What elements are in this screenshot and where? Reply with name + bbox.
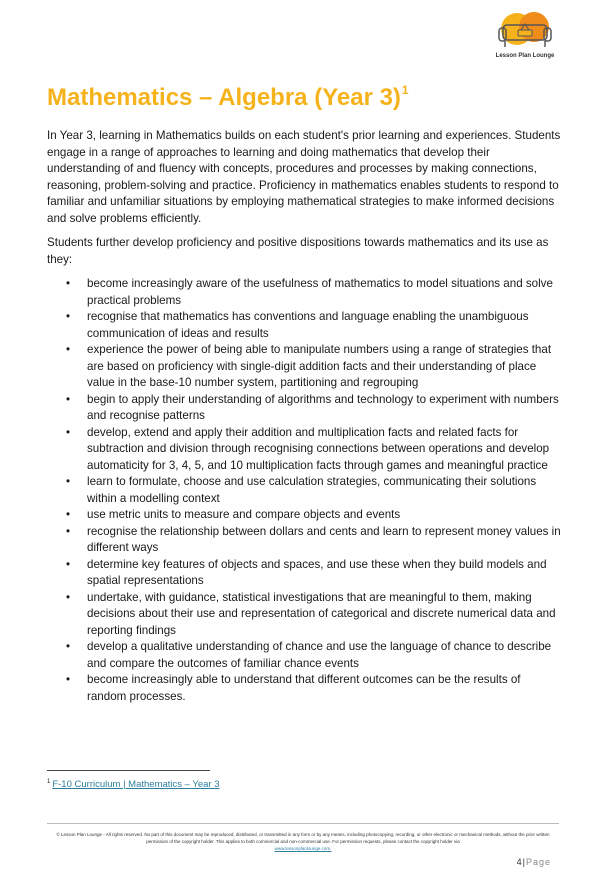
- list-item: • become increasingly able to understand that different outcomes can be the results of random processes.: [47, 672, 563, 705]
- list-item: • determine key features of objects and spaces, and use these when they build models and spatial representations: [47, 557, 563, 590]
- page-label: Page: [525, 857, 551, 867]
- footnote-link[interactable]: F-10 Curriculum | Mathematics – Year 3: [52, 779, 220, 791]
- list-item: • experience the power of being able to manipulate numbers using a range of strategies that are based on proficiency with single-digit addition facts and their understanding of place value in the base-10 number system, partitioning and regrouping: [47, 342, 563, 392]
- page-title-text: Mathematics – Algebra (Year 3): [47, 84, 401, 111]
- page-number-value: 4: [516, 857, 522, 867]
- page-title: [47, 84, 409, 112]
- list-item: • undertake, with guidance, statistical investigations that are meaningful to them, making decisions about their use and representation of categorical and discrete numerical data and reporting findings: [47, 590, 563, 640]
- list-item: • recognise the relationship between dollars and cents and learn to represent money values in different ways: [47, 524, 563, 557]
- footnote-divider: [47, 770, 210, 771]
- page-number: [517, 857, 551, 867]
- document-body: [47, 128, 563, 705]
- list-item: • develop, extend and apply their addition and multiplication facts and related facts for subtraction and division through recognising connections between operations and develop automaticity for 3, 4, 5, and 10 multiplication facts through games and meaningful practice: [47, 425, 563, 475]
- footnote-marker: 1: [47, 779, 51, 785]
- intro-paragraph: In Year 3, learning in Mathematics builds on each student's prior learning and experiences. Students engage in a range of approaches to learning and doing mathematics that develop their understanding of and fluency with concepts, procedures and processes by making connections, reasoning, problem-solving and practice. Proficiency in mathematics enables students to respond to familiar and unfamiliar situations by employing mathematical strategies to make informed decisions and solve problems efficiently.: [47, 129, 561, 225]
- list-item: • become increasingly aware of the usefulness of mathematics to model situations and solve practical problems: [47, 276, 563, 309]
- page-separator: |: [522, 857, 525, 867]
- logo-text: Lesson Plan Lounge: [495, 53, 555, 59]
- list-item: • recognise that mathematics has conventions and language enabling the unambiguous communication of ideas and results: [47, 309, 563, 342]
- footer-divider: [47, 823, 559, 824]
- copyright-notice: [47, 831, 559, 852]
- title-footnote-marker[interactable]: 1: [401, 83, 409, 97]
- footnote: [47, 779, 220, 790]
- lesson-plan-lounge-logo: [486, 10, 564, 66]
- website-link[interactable]: www.lessonplanlounge.com.: [274, 846, 332, 851]
- sofa-logo-icon: [496, 10, 554, 52]
- lead-in-paragraph: Students further develop proficiency and positive dispositions towards mathematics and its use as they:: [47, 236, 549, 266]
- copyright-text: © Lesson Plan Lounge - All rights reserved. No part of this document may be reproduced, distributed, or transmitted in any form or by any means, including photocopying, recording, or other electronic or mechanical methods, without the prior written permission of the copyright holder. This applies to both commercial and non-commercial use. For permission requests, please contact the copyright holder via: [56, 832, 550, 844]
- list-item: • develop a qualitative understanding of chance and use the language of chance to describe and compare the outcomes of familiar chance events: [47, 639, 563, 672]
- proficiency-list: [47, 276, 563, 705]
- list-item: • begin to apply their understanding of algorithms and technology to experiment with numbers and recognise patterns: [47, 392, 563, 425]
- list-item: • use metric units to measure and compare objects and events: [47, 507, 563, 524]
- list-item: • learn to formulate, choose and use calculation strategies, communicating their solutions within a modelling context: [47, 474, 563, 507]
